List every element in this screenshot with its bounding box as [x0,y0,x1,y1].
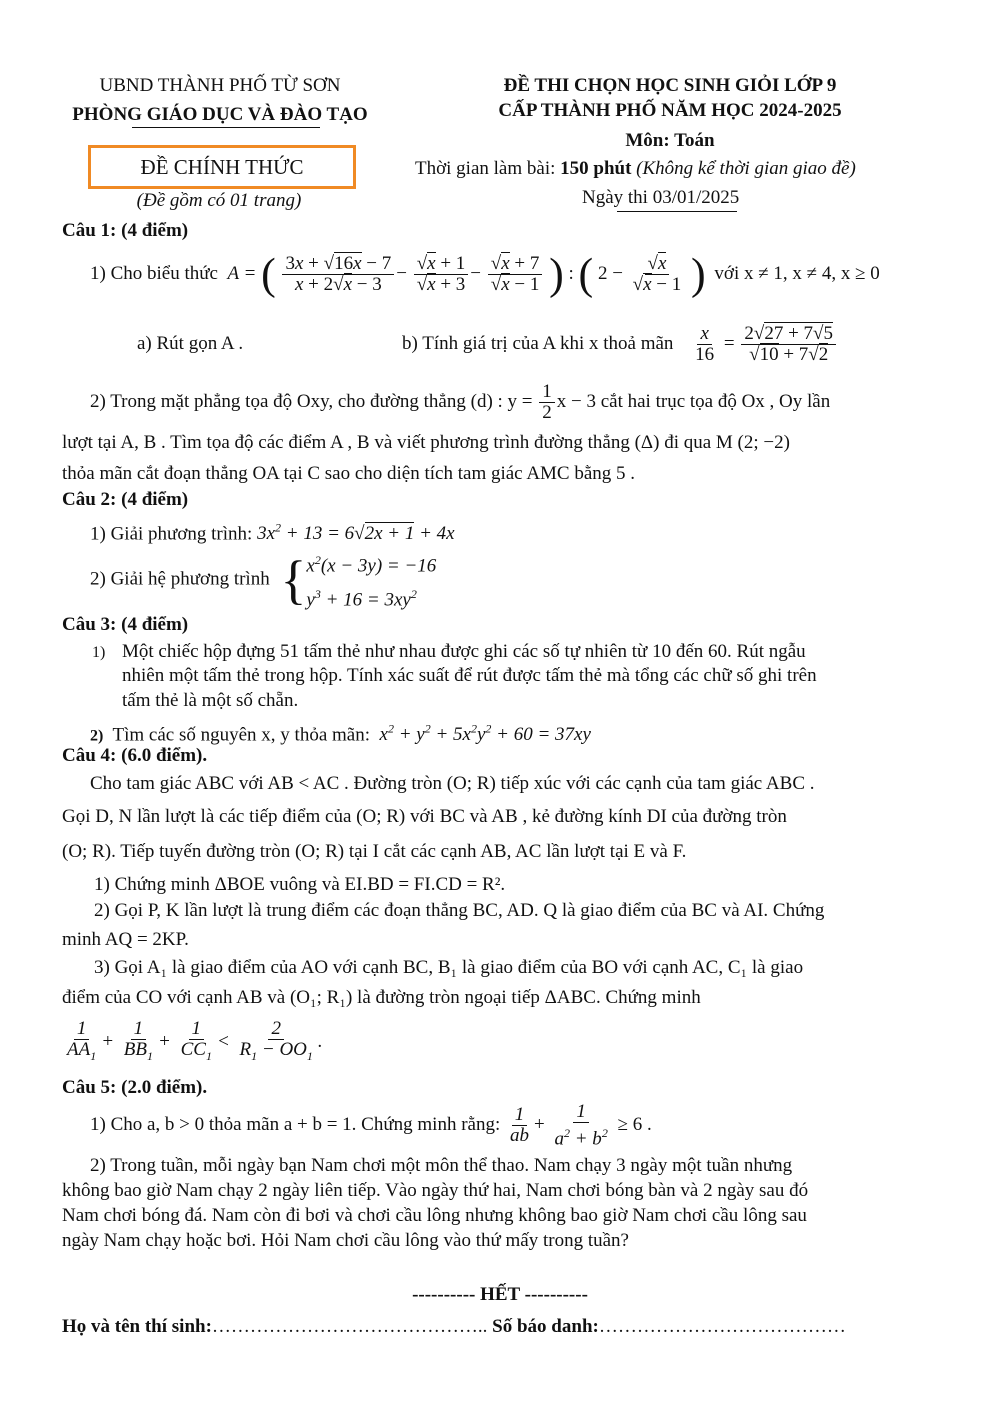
q5-s2-l1: 2) Trong tuần, mỗi ngày bạn Nam chơi một môn thể thao. Nam chạy 3 ngày một tuần nhưng [90,1155,793,1176]
time-line [415,158,856,180]
q4-l2: Gọi D, N lần lượt là các tiếp điểm của (O; R) với BC và AB , kẻ đường kính DI của đường tròn [62,806,787,827]
exam-date: Ngày thi 03/01/2025 [582,187,740,208]
q4-s3-l2: điểm của CO với cạnh AB và (O₁; R₁) là đường tròn ngoại tiếp ΔABC. Chứng minh [62,987,701,1008]
exam-title-line1: ĐỀ THI CHỌN HỌC SINH GIỎI LỚP 9 [503,75,837,96]
q3-p1-l2: nhiên một tấm thẻ trong hộp. Tính xác suất để rút được tấm thẻ mà tổng các chữ số ghi trên [122,665,817,686]
left-header-line1: UBND THÀNH PHỐ TỪ SƠN [99,75,341,96]
q1-p2-line1: 2) Trong mặt phẳng tọa độ Oxy, cho đường thẳng (d) : y = $\frac{1}{2}$ x − 3 cắt hai trục tọa độ Ox , Oy lần [90,381,831,424]
pages-note: (Đề gồm có 01 trang) [136,190,302,211]
q2-p1: 1) Giải phương trình: $3x^2 + 13 = 6√2x + 1 + 4x$ [90,521,455,545]
q4-l3: (O; R). Tiếp tuyến đường tròn (O; R) tại I cắt các cạnh AB, AC lần lượt tại E và F. [62,841,687,862]
sbd-label: Số báo danh: [487,1316,599,1337]
q1-p2-line1-a: 2) Trong mặt phẳng tọa độ Oxy, cho đường thẳng (d) : y = [90,391,538,412]
q1-part-b-text: b) Tính giá trị của A khi x thoả mãn [402,333,674,354]
date-underline [617,211,737,212]
q3-p2-text: Tìm các số nguyên x, y thỏa mãn: [112,724,370,746]
exam-title-line2: CẤP THÀNH PHỐ NĂM HỌC 2024-2025 [498,100,842,121]
candidate-line [62,1316,846,1338]
q1-p1-prefix: 1) Cho biểu thức [90,263,218,284]
q5-title: Câu 5: (2.0 điểm). [62,1077,208,1098]
q4-title: Câu 4: (6.0 điểm). [62,745,208,766]
time-value: 150 phút [560,158,632,179]
time-prefix: Thời gian làm bài: [415,158,561,179]
q4-inequality: $\frac{1}{AA_1}$ + $\frac{1}{BB_1}$ + $\frac{1}{CC_1}$ < $\frac{2}{R_1 - OO_1}$ . [67,1018,323,1064]
frac-1: $\frac{3x + √16x - 7}{x + 2√x - 3}$ [282,254,394,295]
frac-2: $\frac{√x + 1}{√x + 3}$ [414,254,469,295]
q3-title: Câu 3: (4 điểm) [62,614,189,635]
q4-s1: 1) Chứng minh ΔBOE vuông và EI.BD = FI.CD = R². [94,874,506,895]
name-label: Họ và tên thí sinh: [62,1316,212,1337]
name-dots: …………………………………….. [211,1316,488,1337]
q1-part-b: b) Tính giá trị của A khi x thoả mãn $\frac{x}{16}$ = $\frac{2√27 + 7√5}{√10 + 7√2}$ [402,318,838,370]
q1-condition: với x ≠ 1, x ≠ 4, x ≥ 0 [714,263,880,284]
header-underline [132,127,320,128]
q4-l1: Cho tam giác ABC với AB < AC . Đường tròn (O; R) tiếp xúc với các cạnh của tam giác ABC . [90,773,815,794]
sbd-dots: ………………………………… [598,1316,846,1337]
q1-part-a: a) Rút gọn A . [137,333,244,354]
frac-3: $\frac{√x + 7}{√x - 1}$ [488,254,543,295]
q5-s1-text: 1) Cho a, b > 0 thỏa mãn a + b = 1. Chứng minh rằng: [90,1114,501,1135]
q1-expr-A: A = [222,263,257,284]
q1-p2-line2: lượt tại A, B . Tìm tọa độ các điểm A , B và viết phương trình đường thẳng (Δ) đi qua M (2; −2) [62,432,790,453]
q1-p2-line3: thỏa mãn cắt đoạn thẳng OA tại C sao cho diện tích tam giác AMC bằng 5 . [62,463,636,484]
official-box [88,145,356,189]
q5-s1: 1) Cho a, b > 0 thỏa mãn a + b = 1. Chứng minh rằng: $\frac{1}{ab}$ + $\frac{1}{a^2 + b^2}$ ≥ 6 . [90,1100,652,1150]
q1-title: Câu 1: (4 điểm) [62,220,189,241]
q5-s2-l2: không bao giờ Nam chạy 2 ngày liên tiếp. Vào ngày thứ hai, Nam chơi bóng bàn và 2 ngày sau đó [62,1180,809,1201]
q3-p1-num: 1) [92,644,106,661]
subject: Môn: Toán [625,130,715,151]
q4-s3-l1: 3) Gọi A₁ là giao điểm của AO với cạnh BC, B₁ là giao điểm của BO với cạnh AC, C₁ là giao [94,957,804,978]
q5-s2-l3: Nam chơi bóng đá. Nam còn đi bơi và chơi cầu lông nhưng không bao giờ Nam chơi cầu lông sau [62,1205,807,1226]
q2-title: Câu 2: (4 điểm) [62,489,189,510]
q3-p1-l1: Một chiếc hộp đựng 51 tấm thẻ như nhau được ghi các số tự nhiên từ 10 đến 60. Rút ngẫu [122,641,806,662]
official-label: ĐỀ CHÍNH THỨC [140,155,304,179]
end-marker: ---------- HẾT ---------- [412,1284,588,1305]
q4-s2-l1: 2) Gọi P, K lần lượt là trung điểm các đoạn thẳng BC, AD. Q là giao điểm của BC và AI. Chứng [94,900,825,921]
q2-p2: 2) Giải hệ phương trình { $x^2(x - 3y) = -16$ $y^3 + 16 = 3xy^2$ [90,550,437,611]
q2-p1-text: 1) Giải phương trình: [90,523,253,545]
q2-p2-text: 2) Giải hệ phương trình [90,568,270,590]
q1-p2-line1-b: x − 3 cắt hai trục tọa độ Ox , Oy lần [556,391,831,412]
time-note: (Không kể thời gian giao đề) [636,158,856,179]
q3-p2: 2) Tìm các số nguyên x, y thỏa mãn: $x^2 + y^2 + 5x^2y^2 + 60 = 37xy$ [90,722,591,746]
q4-s2-l2: minh AQ = 2KP. [62,929,189,950]
left-header-line2: PHÒNG GIÁO DỤC VÀ ĐÀO TẠO [72,104,368,125]
q3-p1-l3: tấm thẻ là một số chẵn. [122,690,299,711]
frac-4: $\frac{√x}{√x - 1}$ [632,253,682,296]
q1-expression-line: 1) Cho biểu thức A = ( $\frac{3x + √16x - 7}{x + 2√x - 3}$ − $\frac{√x + 1}{√x + 3}$ − $\frac{√x + 7}{√x - 1}$ ) : ( 2 − $\frac{√x}{√x - 1}$ ) với x ≠ 1, x ≠ 4, x ≥ 0 [90,249,880,299]
q5-s2-l4: ngày Nam chạy hoặc bơi. Hỏi Nam chơi cầu lông vào thứ mấy trong tuần? [62,1230,629,1251]
